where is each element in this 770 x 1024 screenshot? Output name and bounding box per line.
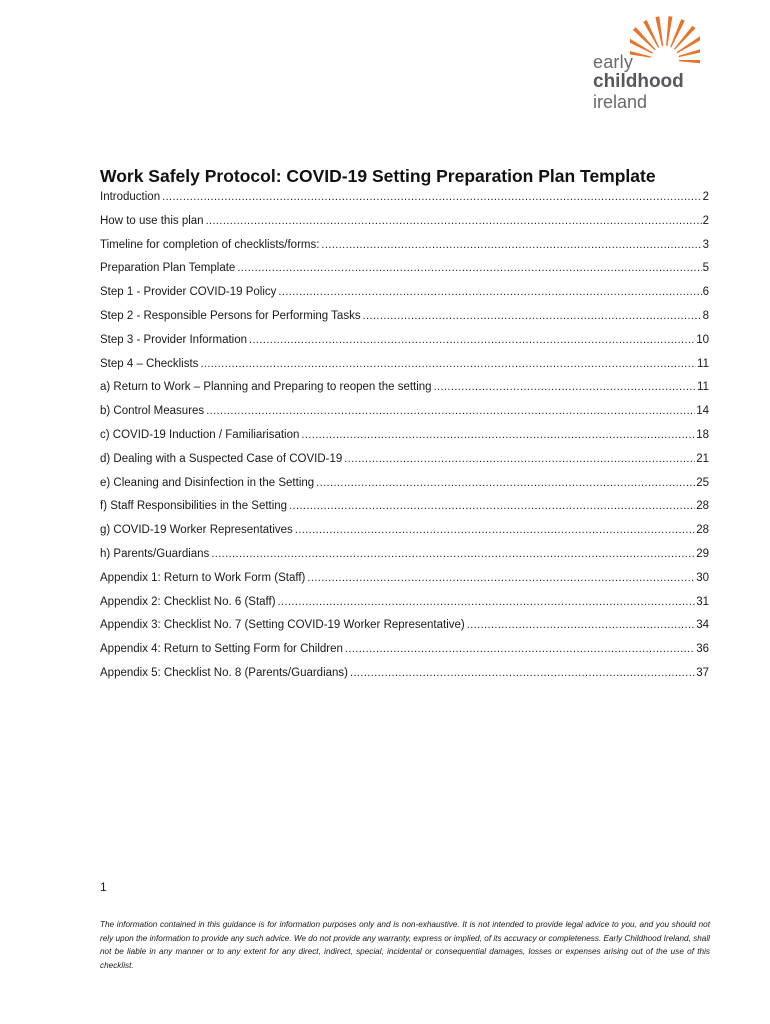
toc-dot-leader <box>278 286 701 298</box>
toc-entry-page-number: 28 <box>696 524 709 537</box>
toc-entry[interactable] <box>100 667 709 691</box>
logo-ray <box>674 26 696 50</box>
toc-entry-label: Appendix 2: Checklist No. 6 (Staff) <box>100 595 276 608</box>
logo-text-ireland: ireland <box>593 92 648 112</box>
toc-entry[interactable] <box>100 381 709 405</box>
logo-ray <box>633 27 656 50</box>
toc-entry[interactable] <box>100 286 709 310</box>
toc-entry[interactable] <box>100 429 709 453</box>
logo-ray <box>643 20 659 48</box>
toc-dot-leader <box>434 381 696 393</box>
toc-entry-page-number: 10 <box>696 333 709 346</box>
toc-entry-label: Step 4 – Checklists <box>100 357 199 370</box>
toc-entry-label: d) Dealing with a Suspected Case of COVID-19 <box>100 452 343 465</box>
toc-dot-leader <box>289 500 695 512</box>
logo-text-early: early <box>593 52 634 72</box>
toc-dot-leader <box>321 239 701 251</box>
toc-entry-label: Appendix 1: Return to Work Form (Staff) <box>100 571 306 584</box>
toc-dot-leader <box>467 619 695 631</box>
toc-dot-leader <box>295 524 695 536</box>
toc-dot-leader <box>211 548 695 560</box>
toc-entry-label: Step 1 - Provider COVID-19 Policy <box>100 286 277 299</box>
table-of-contents <box>100 191 709 691</box>
toc-dot-leader <box>344 453 695 465</box>
toc-entry[interactable] <box>100 334 709 358</box>
toc-entry[interactable] <box>100 596 709 620</box>
toc-dot-leader <box>345 643 695 655</box>
toc-entry-page-number: 37 <box>696 666 709 679</box>
logo-ray <box>666 16 672 46</box>
logo-wordmark <box>593 52 684 112</box>
toc-entry[interactable] <box>100 572 709 596</box>
toc-entry-label: c) COVID-19 Induction / Familiarisation <box>100 428 300 441</box>
toc-entry-label: Appendix 5: Checklist No. 8 (Parents/Guardians) <box>100 666 349 679</box>
toc-entry-label: h) Parents/Guardians <box>100 547 210 560</box>
toc-entry[interactable] <box>100 453 709 477</box>
toc-entry-label: b) Control Measures <box>100 405 205 418</box>
toc-entry-label: Step 2 - Responsible Persons for Performing Tasks <box>100 309 361 322</box>
toc-entry[interactable] <box>100 239 709 263</box>
toc-entry-page-number: 36 <box>696 643 709 656</box>
toc-entry-page-number: 5 <box>702 262 709 275</box>
toc-entry-label: Appendix 3: Checklist No. 7 (Setting COVID-19 Worker Representative) <box>100 619 465 632</box>
toc-entry-label: Step 3 - Provider Information <box>100 333 248 346</box>
toc-entry[interactable] <box>100 262 709 286</box>
toc-entry-label: a) Return to Work – Planning and Preparing to reopen the setting <box>100 381 432 394</box>
toc-entry-label: Timeline for completion of checklists/forms: <box>100 238 320 251</box>
toc-dot-leader <box>307 572 695 584</box>
toc-dot-leader <box>350 667 695 679</box>
toc-entry-page-number: 21 <box>696 452 709 465</box>
toc-entry-page-number: 28 <box>696 500 709 513</box>
toc-entry[interactable] <box>100 405 709 429</box>
toc-dot-leader <box>237 262 701 274</box>
toc-dot-leader <box>206 215 702 227</box>
toc-entry-label: f) Staff Responsibilities in the Setting <box>100 500 288 513</box>
toc-entry-page-number: 3 <box>702 238 709 251</box>
toc-entry-page-number: 2 <box>702 214 709 227</box>
early-childhood-ireland-logo <box>590 10 710 110</box>
logo-ray <box>670 19 685 47</box>
toc-dot-leader <box>316 477 695 489</box>
toc-entry[interactable] <box>100 191 709 215</box>
toc-entry[interactable] <box>100 548 709 572</box>
toc-entry[interactable] <box>100 358 709 382</box>
toc-entry-page-number: 11 <box>697 381 709 394</box>
toc-dot-leader <box>200 358 696 370</box>
toc-entry-label: Appendix 4: Return to Setting Form for Children <box>100 643 343 656</box>
toc-entry[interactable] <box>100 524 709 548</box>
toc-entry-page-number: 8 <box>702 309 709 322</box>
disclaimer-text: The information contained in this guidance is for information purposes only and is non-exhaustive. It is not intended to provide legal advice to you, and you should not rely upon the information to provide any such advice. We do not provide any warranty, express or implied, of its accuracy or completeness. Early Childhood Ireland, shall not be liable in any manner or to any extent for any direct, indirect, special, incidental or consequential damages, losses or expenses arising out of the use of this checklist. <box>100 920 710 970</box>
toc-entry-page-number: 31 <box>696 595 709 608</box>
toc-entry-page-number: 18 <box>696 428 709 441</box>
toc-entry-page-number: 29 <box>696 547 709 560</box>
toc-entry-label: Introduction <box>100 191 161 203</box>
logo-text-childhood: childhood <box>593 71 684 92</box>
toc-entry-page-number: 2 <box>702 191 709 203</box>
page-number: 1 <box>100 880 107 894</box>
toc-dot-leader <box>278 596 696 608</box>
toc-dot-leader <box>162 191 701 203</box>
toc-entry-page-number: 11 <box>697 357 709 370</box>
toc-entry-page-number: 30 <box>696 571 709 584</box>
toc-entry-label: g) COVID-19 Worker Representatives <box>100 524 293 537</box>
document-title: Work Safely Protocol: COVID-19 Setting Preparation Plan Template <box>100 166 656 186</box>
toc-entry-page-number: 14 <box>696 405 709 418</box>
toc-dot-leader <box>249 334 695 346</box>
toc-entry-page-number: 25 <box>696 476 709 489</box>
toc-dot-leader <box>206 405 695 417</box>
toc-entry-page-number: 6 <box>702 286 709 299</box>
toc-entry[interactable] <box>100 619 709 643</box>
toc-entry-label: e) Cleaning and Disinfection in the Setting <box>100 476 315 489</box>
toc-entry-label: Preparation Plan Template <box>100 262 236 275</box>
toc-entry[interactable] <box>100 500 709 524</box>
toc-entry-page-number: 34 <box>696 619 709 632</box>
toc-entry-label: How to use this plan <box>100 214 204 227</box>
toc-entry[interactable] <box>100 310 709 334</box>
toc-dot-leader <box>301 429 695 441</box>
toc-entry[interactable] <box>100 643 709 667</box>
toc-dot-leader <box>363 310 702 322</box>
toc-entry[interactable] <box>100 215 709 239</box>
toc-entry[interactable] <box>100 477 709 501</box>
